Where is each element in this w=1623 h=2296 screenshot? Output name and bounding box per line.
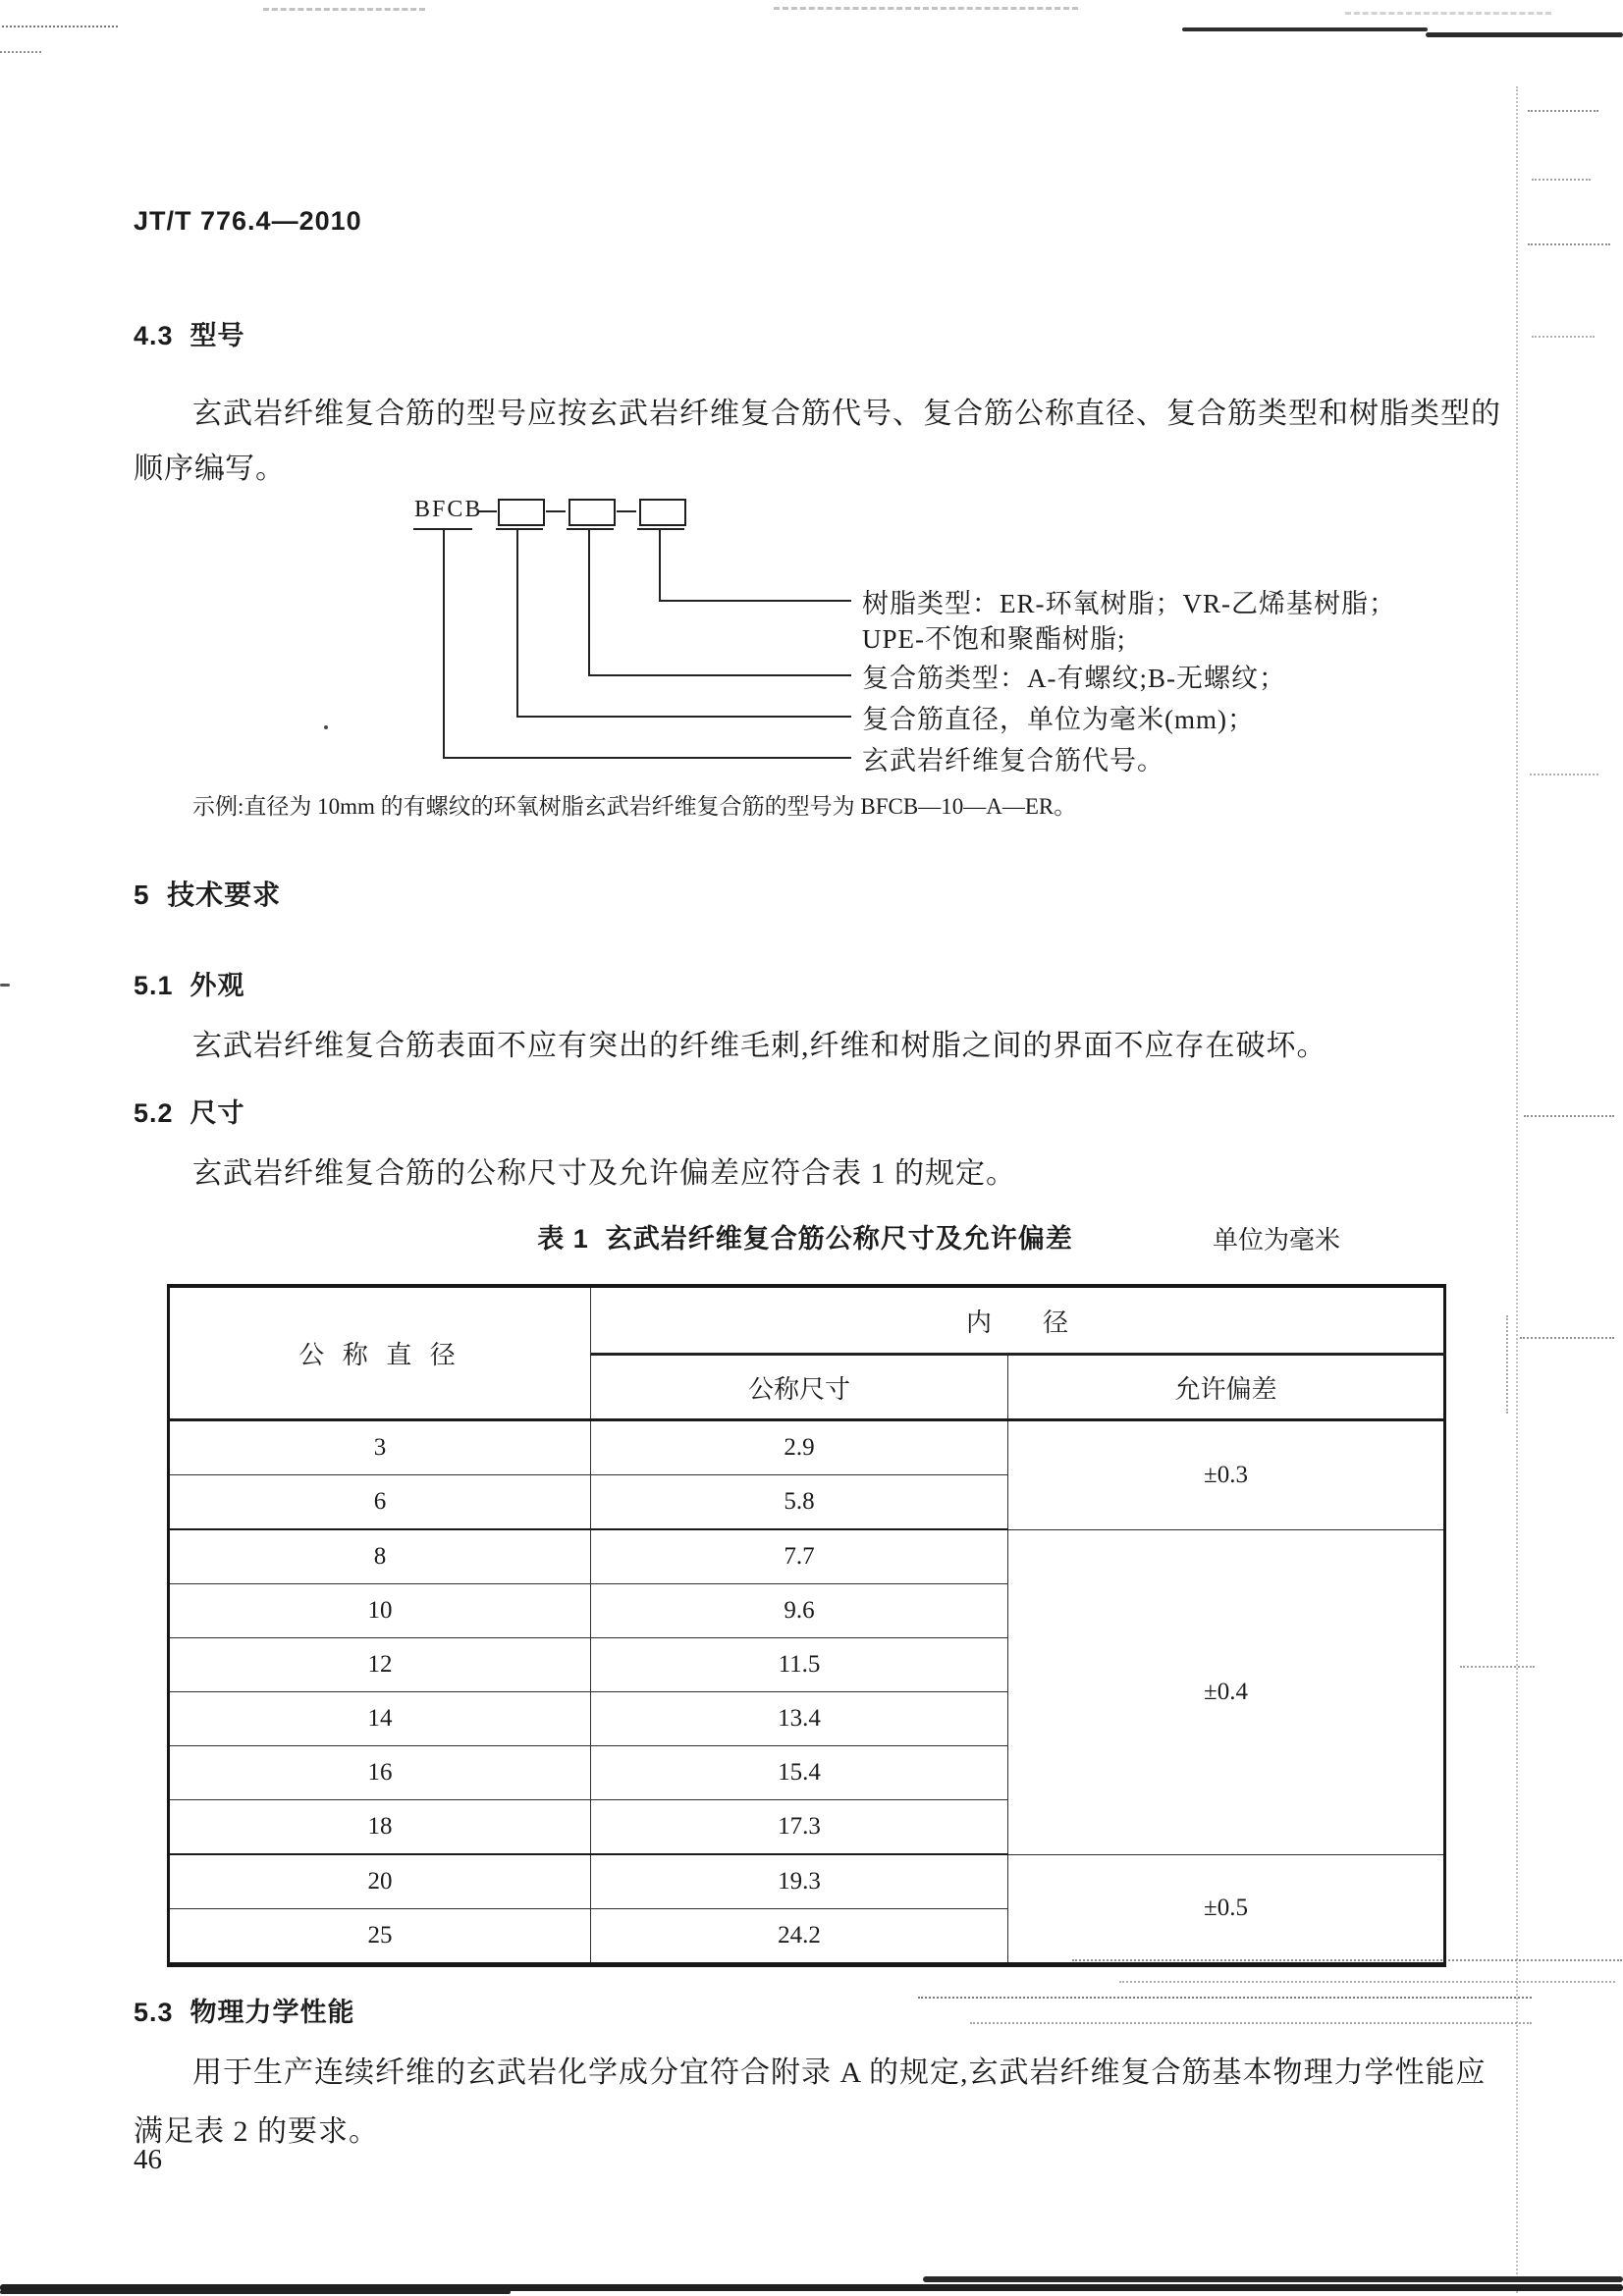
scan-artifact <box>1182 27 1428 31</box>
table-cell: 18 <box>169 1800 591 1855</box>
heading-5: 5 技术要求 <box>134 880 282 910</box>
table-cell: 10 <box>169 1584 591 1638</box>
table-cell: 2.9 <box>591 1420 1008 1475</box>
table-row <box>169 1854 1445 1909</box>
table-cell: 5.8 <box>591 1475 1008 1530</box>
scan-artifact <box>1520 1337 1614 1339</box>
table-cell: ±0.4 <box>1008 1529 1445 1854</box>
diagram-dash <box>617 510 636 512</box>
table-row <box>169 1529 1445 1584</box>
scan-artifact <box>918 1997 1532 1999</box>
diagram-connector-horizontal <box>588 674 851 676</box>
diagram-connector-horizontal <box>659 600 851 602</box>
heading-5-2: 5.2 尺寸 <box>134 1098 245 1128</box>
scan-artifact <box>0 984 10 987</box>
diagram-connector-horizontal <box>443 757 851 759</box>
scan-artifact <box>1506 1315 1508 1414</box>
diagram-label-bar-type: 复合筋类型：A-有螺纹;B-无螺纹； <box>862 664 1286 693</box>
scan-artifact <box>263 8 425 11</box>
paragraph-5-3-line2: 满足表 2 的要求。 <box>134 2115 379 2148</box>
diagram-underline <box>496 528 543 530</box>
diagram-connector-vertical <box>443 530 445 759</box>
heading-5-3: 5.3 物理力学性能 <box>134 1998 355 2027</box>
diagram-connector-vertical <box>588 530 590 676</box>
table-cell: 11.5 <box>591 1638 1008 1692</box>
table-cell: 24.2 <box>591 1909 1008 1965</box>
diagram-label-diameter: 复合筋直径，单位为毫米(mm)； <box>862 705 1255 734</box>
scan-artifact <box>1532 179 1591 181</box>
paragraph-4-3-line2: 顺序编写。 <box>134 453 286 485</box>
diagram-label-code: 玄武岩纤维复合筋代号。 <box>862 746 1164 775</box>
diagram-connector-vertical <box>659 530 661 602</box>
table-cell: 15.4 <box>591 1746 1008 1800</box>
table-row <box>169 1420 1445 1475</box>
table1 <box>167 1284 1446 1967</box>
diagram-underline <box>637 528 684 530</box>
table-cell: 14 <box>169 1692 591 1746</box>
col-header-inner-diameter: 内 径 <box>591 1286 1445 1355</box>
scan-artifact <box>923 2276 1623 2282</box>
standard-code: JT/T 776.4—2010 <box>134 206 362 236</box>
table-cell: ±0.5 <box>1008 1854 1445 1965</box>
scan-artifact <box>1528 110 1598 112</box>
col-header-diameter: 公 称 直 径 <box>169 1286 591 1420</box>
table-cell: ±0.3 <box>1008 1420 1445 1530</box>
heading-5-1: 5.1 外观 <box>134 971 245 1000</box>
example-note: 示例:直径为 10mm 的有螺纹的环氧树脂玄武岩纤维复合筋的型号为 BFCB—10—A—ER。 <box>192 794 1077 819</box>
table-cell: 20 <box>169 1854 591 1909</box>
table-cell: 12 <box>169 1638 591 1692</box>
scan-artifact <box>0 51 41 53</box>
paragraph-5-3-line1: 用于生产连续纤维的玄武岩化学成分宜符合附录 A 的规定,玄武岩纤维复合筋基本物理力学性能应 <box>192 2056 1487 2089</box>
paragraph-4-3-line1: 玄武岩纤维复合筋的型号应按玄武岩纤维复合筋代号、复合筋公称直径、复合筋类型和树脂类型的 <box>192 398 1501 430</box>
scan-artifact <box>2 26 118 27</box>
diagram-connector-horizontal <box>516 716 851 718</box>
diagram-box-diameter <box>498 499 545 526</box>
table-cell: 25 <box>169 1909 591 1965</box>
scan-artifact <box>324 725 328 729</box>
table-cell: 3 <box>169 1420 591 1475</box>
table-cell: 19.3 <box>591 1854 1008 1909</box>
table-body <box>169 1420 1445 1965</box>
scan-artifact <box>1532 336 1595 338</box>
diagram-dash <box>477 510 497 512</box>
scan-artifact <box>774 7 1078 10</box>
diagram-box-resin <box>639 499 686 526</box>
scan-artifact <box>1460 1666 1535 1668</box>
table-cell: 6 <box>169 1475 591 1530</box>
diagram-label-resin-line2: UPE-不饱和聚酯树脂; <box>862 624 1126 654</box>
diagram-label-resin-line1: 树脂类型：ER-环氧树脂；VR-乙烯基树脂； <box>862 589 1396 618</box>
paragraph-5-1: 玄武岩纤维复合筋表面不应有突出的纤维毛刺,纤维和树脂之间的界面不应存在破坏。 <box>192 1030 1327 1062</box>
scan-artifact <box>1516 86 1518 2293</box>
diagram-dash <box>546 510 566 512</box>
diagram-code-text: BFCB <box>414 497 483 522</box>
scan-artifact <box>1528 243 1610 245</box>
paragraph-5-2: 玄武岩纤维复合筋的公称尺寸及允许偏差应符合表 1 的规定。 <box>192 1157 1016 1190</box>
scan-artifact <box>1530 774 1598 775</box>
table-header-row <box>169 1286 1445 1355</box>
table1-title: 表 1 玄武岩纤维复合筋公称尺寸及允许偏差 <box>537 1224 1073 1254</box>
col-header-nominal-size: 公称尺寸 <box>591 1355 1008 1420</box>
table-cell: 13.4 <box>591 1692 1008 1746</box>
table1-unit-note: 单位为毫米 <box>1213 1226 1341 1255</box>
scan-artifact <box>0 2290 511 2294</box>
table-cell: 9.6 <box>591 1584 1008 1638</box>
table-cell: 16 <box>169 1746 591 1800</box>
heading-4-3: 4.3 型号 <box>134 321 245 350</box>
diagram-underline <box>567 528 614 530</box>
diagram-connector-vertical <box>516 530 518 718</box>
scan-artifact <box>1524 1115 1614 1117</box>
scan-artifact <box>1119 1981 1615 1983</box>
scan-artifact <box>970 2022 1532 2024</box>
table-cell: 8 <box>169 1529 591 1584</box>
table-cell: 17.3 <box>591 1800 1008 1855</box>
table-cell: 7.7 <box>591 1529 1008 1584</box>
diagram-box-type <box>568 499 616 526</box>
scan-artifact <box>1345 12 1551 15</box>
col-header-tolerance: 允许偏差 <box>1008 1355 1445 1420</box>
page-number: 46 <box>134 2144 162 2175</box>
scan-artifact <box>1426 32 1623 37</box>
